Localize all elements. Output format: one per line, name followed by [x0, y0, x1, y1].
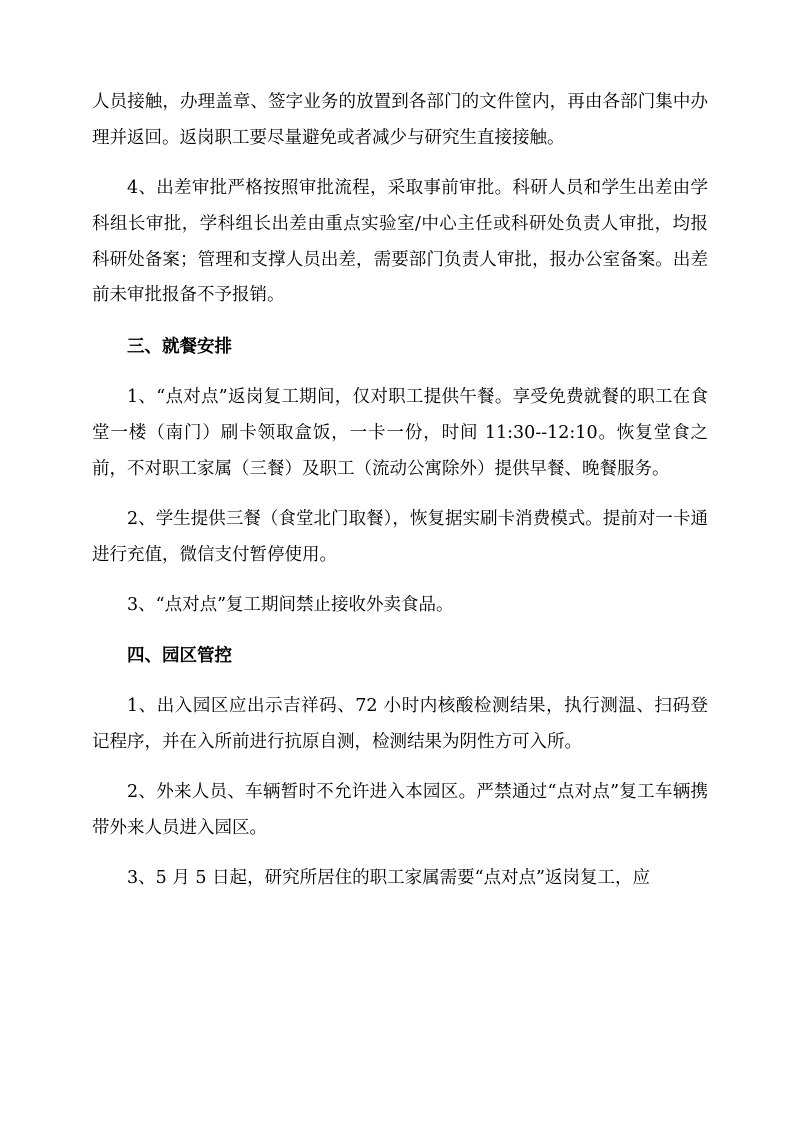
paragraph-spacer — [92, 157, 708, 171]
paragraph-campus-item-3: 3、5 月 5 日起，研究所居住的职工家属需要“点对点”返岗复工，应 — [127, 867, 650, 888]
paragraph-spacer — [92, 623, 708, 639]
paragraph-dining-item-2: 2、学生提供三餐（食堂北门取餐），恢复据实刷卡消费模式。提前对一卡通进行充值，微信支付暂停使用。 — [92, 508, 708, 565]
paragraph-spacer — [92, 761, 708, 775]
section-heading-three-dining: 三、就餐安排 — [127, 337, 232, 358]
document-body — [92, 85, 708, 897]
paragraph-spacer — [92, 847, 708, 861]
paragraph-item-4-business-trip: 4、出差审批严格按照审批流程，采取事前审批。科研人员和学生出差由学科组长审批，学科组长出差由重点实验室/中心主任或科研处负责人审批，均报科研处备案；管理和支撑人员出差，需要部门负责人审批，报办公室备案。出差前未审批报备不予报销。 — [92, 177, 708, 306]
paragraph-spacer — [92, 366, 708, 380]
paragraph-dining-item-3: 3、“点对点”复工期间禁止接收外卖食品。 — [127, 594, 454, 615]
paragraph-continued: 人员接触，办理盖章、签字业务的放置到各部门的文件筐内，再由各部门集中办理并返回。返岗职工要尽量避免或者减少与研究生直接接触。 — [92, 92, 708, 148]
section-heading-four-campus-control: 四、园区管控 — [127, 646, 232, 667]
paragraph-spacer — [92, 314, 708, 330]
paragraph-campus-item-1: 1、出入园区应出示吉祥码、72 小时内核酸检测结果，执行测温、扫码登记程序，并在入所前进行抗原自测，检测结果为阴性方可入所。 — [92, 696, 708, 753]
paragraph-spacer — [92, 675, 708, 689]
paragraph-campus-item-2: 2、外来人员、车辆暂时不允许进入本园区。严禁通过“点对点”复工车辆携带外来人员进入园区。 — [92, 782, 708, 838]
paragraph-spacer — [92, 488, 708, 502]
paragraph-spacer — [92, 574, 708, 588]
paragraph-dining-item-1: 1、“点对点”返岗复工期间，仅对职工提供午餐。享受免费就餐的职工在食堂一楼（南门）刷卡领取盒饭，一卡一份，时间 11:30--12:10。恢复堂食之前，不对职工家属（三餐）及职工（流动公寓除外）提供早餐、晚餐服务。 — [92, 387, 708, 479]
